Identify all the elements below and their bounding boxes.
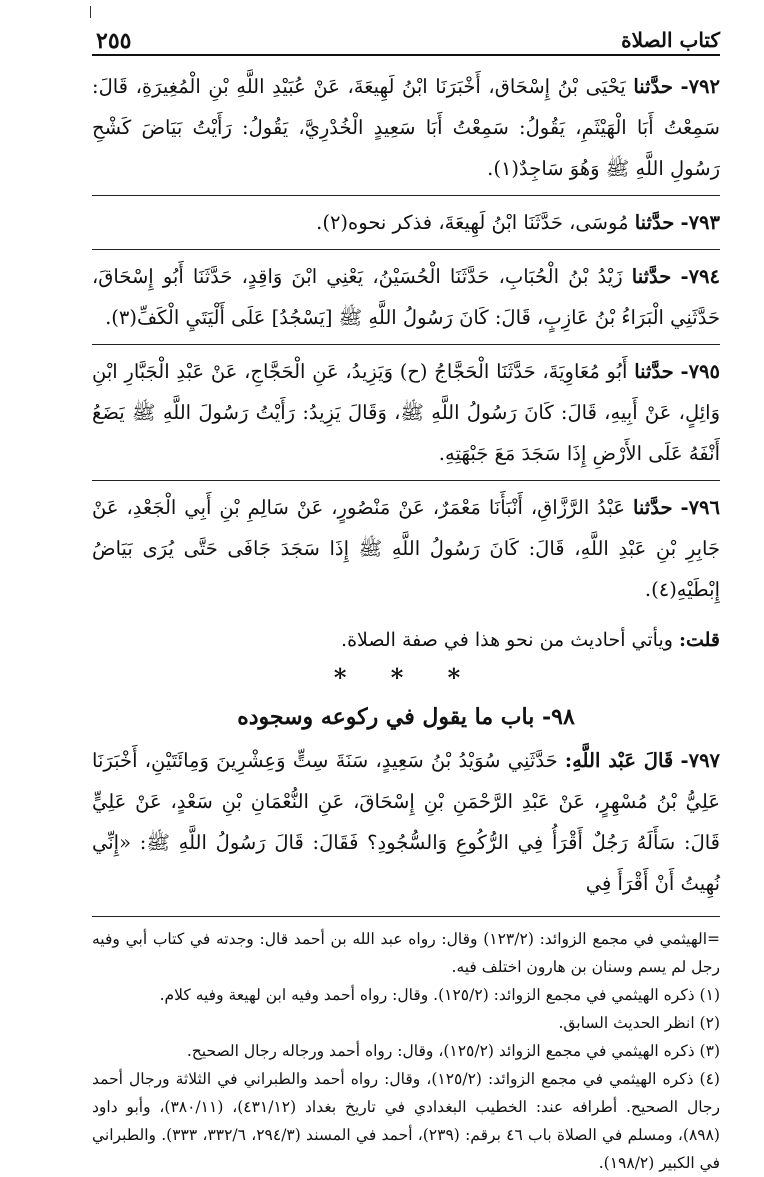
footnote-continued: =الهيثمي في مجمع الزوائد: (١٢٣/٢) وقال: رواه عبد الله بن أحمد قال: وجدته في كتاب أبي وفيه رجل لم يسم وسنان بن هارون اختلف فيه. (92, 930, 720, 976)
note-text: ويأتي أحاديث من نحو هذا في صفة الصلاة. (341, 629, 679, 651)
chapter-title: ٩٨- باب ما يقول في ركوعه وسجوده (237, 704, 575, 730)
hadith-text: مُوسَى، حَدَّثَنَا ابْنُ لَهِيعَةَ، فذكر نحوه(٢). (316, 211, 635, 234)
hadith-number: ٧٩٤- (680, 265, 720, 288)
hadith-number: ٧٩٥- (680, 360, 720, 383)
hadith-792 (92, 66, 720, 196)
book-page (92, 20, 720, 1177)
hadith-number: ٧٩٦- (680, 496, 720, 519)
page-number: ٢٥٥ (96, 28, 132, 54)
hadith-text: حَدَّثَنِي سُوَيْدُ بْنُ سَعِيدٍ، سَنَةَ سِتٍّ وَعِشْرِينَ وَمِائَتَيْنِ، أَخْبَرَنَا عَلِيُّ بْنُ مُسْهِرٍ، عَنْ عَبْدِ الرَّحْمَنِ بْنِ إِسْحَاقَ، عَنِ النُّعْمَانِ بْنِ سَعْدٍ، عَنْ عَلِيٍّ قَالَ: سَأَلَهُ رَجُلٌ أَقْرَأُ فِي الرُّكُوعِ وَالسُّجُودِ؟ فَقَالَ: قَالَ رَسُولُ اللَّهِ ﷺ: «إِنِّي نُهِيتُ أَنْ أَقْرَأَ فِي (92, 749, 720, 895)
hadith-text: يَحْيَى بْنُ إِسْحَاق، أَخْبَرَنَا ابْنُ لَهِيعَةَ، عَنْ عُبَيْدِ اللَّهِ بْنِ الْمُغِيرَةِ، قَالَ: سَمِعْتُ أَبَا الْهَيْثَمِ، يَقُولُ: سَمِعْتُ أَبَا سَعِيدٍ الْخُدْرِيَّ، يَقُولُ: رَأَيْتُ بَيَاضَ كَشْحِ رَسُولِ اللَّهِ ﷺ وَهُوَ سَاجِدٌ(١). (92, 75, 720, 180)
margin-mark (90, 6, 91, 18)
author-note (92, 620, 720, 660)
hadith-text: عَبْدُ الرَّزَّاقِ، أَنْبَأَنَا مَعْمَرٌ، عَنْ مَنْصُورٍ، عَنْ سَالِمِ بْنِ أَبِي الْجَعْدِ، عَنْ جَابِرِ بْنِ عَبْدِ اللَّهِ، قَالَ: كَانَ رَسُولُ اللَّهِ ﷺ إِذَا سَجَدَ جَافَى حَتَّى يُرَى بَيَاضُ إِبْطَيْهِ(٤). (92, 496, 720, 601)
hadith-text: زَيْدُ بْنُ الْحُبَابِ، حَدَّثَنَا الْحُسَيْنُ، يَعْنِي ابْنَ وَاقِدٍ، حَدَّثَنَا أَبُو إِسْحَاقَ، حَدَّثَنِي الْبَرَاءُ بْنُ عَازِبٍ، قَالَ: كَانَ رَسُولُ اللَّهِ ﷺ [يَسْجُدُ] عَلَى أَلْيَتَيِ الْكَفِّ(٣). (92, 265, 720, 329)
hadith-number: ٧٩٣- (680, 211, 720, 234)
hadith-797 (92, 740, 720, 910)
hadith-lead: حدَّثنا (633, 75, 673, 98)
footnotes (92, 925, 720, 1177)
footnote-3: (٣) ذكره الهيثمي في مجمع الزوائد (١٢٥/٢)، وقال: رواه أحمد ورجاله رجال الصحيح. (186, 1042, 720, 1060)
note-lead: قلت: (678, 629, 720, 651)
hadith-number: ٧٩٧- (680, 749, 721, 772)
footnote-4: (٤) ذكره الهيثمي في مجمع الزوائد: (١٢٥/٢)، وقال: رواه أحمد والطبراني في الثلاثة ورجال أحمد رجال الصحيح. أطرافه عند: الخطيب البغدادي في تاريخ بغداد (٤٣١/١٢)، (٣٨٠/١١)، وأبو داود (٨٩٨)، ومسلم في الصلاة باب ٤٦ برقم: (٢٣٩)، أحمد في المسند (٢٩٤/٣، ٣٣٢/٦، ٣٣٣). والطبراني في الكبير (١٩٨/٢). (92, 1070, 720, 1172)
hadith-794 (92, 256, 720, 345)
hadith-793 (92, 202, 720, 250)
page-header (92, 20, 720, 56)
hadith-number: ٧٩٢- (680, 75, 720, 98)
footnote-2: (٢) انظر الحديث السابق. (558, 1014, 720, 1032)
page-body (92, 66, 720, 1177)
footnote-1: (١) ذكره الهيثمي في مجمع الزوائد: (١٢٥/٢). وقال: رواه أحمد وفيه ابن لهيعة وفيه كلام. (159, 986, 720, 1004)
footnote-separator (92, 916, 720, 917)
section-stars: * * * (333, 663, 479, 692)
hadith-796 (92, 487, 720, 616)
hadith-795 (92, 351, 720, 481)
hadith-lead: حدَّثنا (632, 496, 673, 519)
hadith-text: أَبُو مُعَاوِيَةَ، حَدَّثَنَا الْحَجَّاجُ (ح) وَيَزِيدُ، عَنِ الْحَجَّاجِ، عَنْ عَبْدِ الْجَبَّارِ ابْنِ وَائِلٍ، عَنْ أَبِيهِ، قَالَ: كَانَ رَسُولُ اللَّهِ ﷺ، وَقَالَ يَزِيدُ: رَأَيْتُ رَسُولَ اللَّهِ ﷺ يَضَعُ أَنْفَهُ عَلَى الأَرْضِ إِذَا سَجَدَ مَعَ جَبْهَتِهِ. (92, 360, 720, 465)
hadith-lead: قَالَ عَبْد اللَّهِ: (564, 749, 674, 772)
book-title: كتاب الصلاة (621, 28, 720, 52)
hadith-lead: حدَّثنا (634, 360, 674, 383)
hadith-lead: حدَّثنا (631, 265, 672, 288)
hadith-lead: حدَّثنا (634, 211, 675, 234)
